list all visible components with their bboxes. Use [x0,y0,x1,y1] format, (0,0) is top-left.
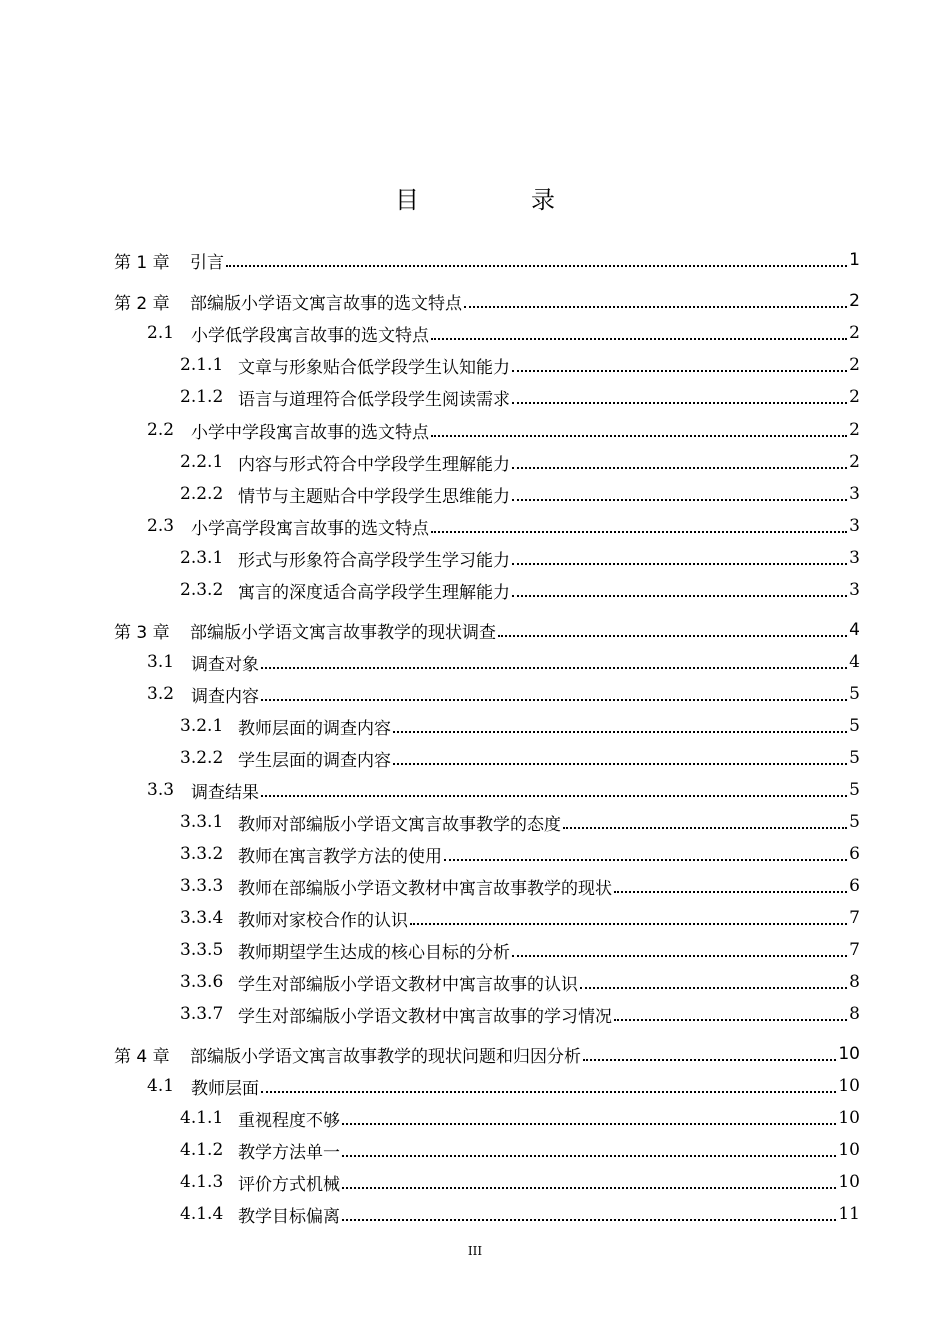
toc-entry-page: 6 [849,876,860,896]
toc-entry[interactable] [114,614,860,646]
dot-leader [583,1059,836,1061]
toc-entry-page: 10 [838,1044,860,1064]
toc-entry-page: 7 [849,908,860,928]
toc-entry-page: 2 [849,291,860,311]
toc-entry-page: 10 [838,1076,860,1096]
dot-leader [464,306,847,308]
toc-entry-title: 文章与形象贴合低学段学生认知能力 [238,357,510,378]
toc-entry[interactable] [180,742,860,774]
dot-leader [512,370,847,372]
toc-entry[interactable] [180,806,860,838]
toc-entry-title: 教师对部编版小学语文寓言故事教学的态度 [238,814,561,835]
toc-entry-title: 调查内容 [191,686,259,707]
dot-leader [512,402,847,404]
toc-entry-title: 语言与道理符合低学段学生阅读需求 [238,389,510,410]
toc-entry[interactable] [147,317,860,349]
toc-entry-title: 寓言的深度适合高学段学生理解能力 [238,582,510,603]
toc-entry-page: 2 [849,355,860,375]
toc-entry-number: 3.3.1 [180,812,224,832]
toc-entry-title: 部编版小学语文寓言故事教学的现状调查 [190,622,496,643]
toc-entry-title: 形式与形象符合高学段学生学习能力 [238,550,510,571]
dot-leader [342,1187,836,1189]
toc-entry-number: 3.3.2 [180,844,224,864]
toc-entry[interactable] [180,478,860,510]
toc-entry-page: 3 [849,548,860,568]
toc-entry[interactable] [180,902,860,934]
toc-entry-page: 4 [849,620,860,640]
dot-leader [431,531,847,533]
toc-entry-page: 8 [849,1004,860,1024]
toc-entry-page: 5 [849,684,860,704]
toc-entry-number: 3.3.5 [180,940,224,960]
toc-entry-number: 3.3.3 [180,876,224,896]
toc-entry-title: 教师对家校合作的认识 [238,910,408,931]
toc-entry[interactable] [114,244,860,276]
toc-entry-number: 4.1.1 [180,1108,224,1128]
toc-entry-page: 4 [849,652,860,672]
dot-leader [563,827,847,829]
toc-entry-title: 学生层面的调查内容 [238,750,391,771]
toc-entry-number: 4.1 [147,1076,175,1096]
toc-entry-page: 11 [838,1204,860,1224]
toc-entry[interactable] [147,774,860,806]
toc-entry-number: 3.2 [147,684,175,704]
toc-entry[interactable] [180,574,860,606]
toc-entry-title: 教学目标偏离 [238,1206,340,1227]
toc-entry[interactable] [180,542,860,574]
dot-leader [614,1019,847,1021]
toc-entry-page: 2 [849,323,860,343]
dot-leader [261,1091,836,1093]
toc-entry-number: 2.2.2 [180,484,224,504]
toc-entry-page: 5 [849,716,860,736]
toc-entry-page: 2 [849,420,860,440]
dot-leader [342,1219,836,1221]
toc-entry-page: 10 [838,1140,860,1160]
dot-leader [393,763,847,765]
toc-entry-title: 调查结果 [191,782,259,803]
toc-entry-page: 5 [849,812,860,832]
toc-entry[interactable] [147,646,860,678]
toc-entry[interactable] [180,349,860,381]
dot-leader [431,338,847,340]
toc-entry-page: 3 [849,484,860,504]
toc-entry-number: 2.3.1 [180,548,224,568]
dot-leader [512,955,847,957]
dot-leader [614,891,847,893]
toc-entry[interactable] [180,870,860,902]
toc-entry-number: 3.3 [147,780,175,800]
dot-leader [512,499,847,501]
toc-entry-number: 2.1.1 [180,355,224,375]
toc-entry-title: 引言 [190,252,224,273]
toc-entry-title: 情节与主题贴合中学段学生思维能力 [238,486,510,507]
toc-entry[interactable] [180,1166,860,1198]
toc-entry-title: 评价方式机械 [238,1174,340,1195]
dot-leader [261,699,847,701]
toc-entry-number: 第 4 章 [114,1046,170,1067]
toc-entry-number: 2.3 [147,516,175,536]
dot-leader [261,667,847,669]
toc-entry-title: 小学低学段寓言故事的选文特点 [191,325,429,346]
toc-entry-number: 4.1.2 [180,1140,224,1160]
toc-entry[interactable] [180,1134,860,1166]
dot-leader [512,563,847,565]
toc-entry[interactable] [180,1198,860,1230]
toc-entry[interactable] [180,966,860,998]
toc-entry-page: 7 [849,940,860,960]
dot-leader [261,795,847,797]
toc-entry-number: 第 2 章 [114,293,170,314]
dot-leader [226,265,847,267]
toc-entry-title: 重视程度不够 [238,1110,340,1131]
toc-entry-page: 2 [849,387,860,407]
toc-entry-number: 4.1.4 [180,1204,224,1224]
toc-entry-page: 5 [849,748,860,768]
toc-entry[interactable] [147,414,860,446]
toc-entry-number: 2.1 [147,323,175,343]
toc-entry-title: 部编版小学语文寓言故事教学的现状问题和归因分析 [190,1046,581,1067]
toc-entry[interactable] [180,838,860,870]
toc-entry-title: 教师期望学生达成的核心目标的分析 [238,942,510,963]
toc-entry[interactable] [180,1102,860,1134]
toc-entry[interactable] [147,1070,860,1102]
toc-entry-number: 第 3 章 [114,622,170,643]
toc-entry-number: 第 1 章 [114,252,170,273]
toc-entry-title: 教学方法单一 [238,1142,340,1163]
toc-entry-page: 10 [838,1172,860,1192]
page-number: III [467,1244,483,1258]
toc-entry-page: 6 [849,844,860,864]
toc-entry[interactable] [180,446,860,478]
toc-entry-number: 3.2.1 [180,716,224,736]
toc-entry-title: 教师层面的调查内容 [238,718,391,739]
toc-entry-number: 2.2.1 [180,452,224,472]
toc-entry-number: 2.2 [147,420,175,440]
toc-entry-title: 教师层面 [191,1078,259,1099]
dot-leader [431,435,847,437]
toc-entry-page: 8 [849,972,860,992]
dot-leader [498,635,847,637]
toc-entry-number: 3.3.7 [180,1004,224,1024]
toc-entry-title: 内容与形式符合中学段学生理解能力 [238,454,510,475]
toc-entry[interactable] [180,710,860,742]
toc-entry-title: 教师在寓言教学方法的使用 [238,846,442,867]
toc-entry-page: 3 [849,580,860,600]
toc-entry-page: 1 [849,250,860,270]
toc-entry-number: 3.3.6 [180,972,224,992]
dot-leader [410,923,847,925]
toc-entry-title: 小学中学段寓言故事的选文特点 [191,422,429,443]
toc-entry[interactable] [147,678,860,710]
dot-leader [580,987,847,989]
dot-leader [512,467,847,469]
toc-entry-title: 学生对部编版小学语文教材中寓言故事的学习情况 [238,1006,612,1027]
toc-entry-number: 3.1 [147,652,175,672]
toc-entry-title: 教师在部编版小学语文教材中寓言故事教学的现状 [238,878,612,899]
dot-leader [444,859,847,861]
toc-entry-number: 3.2.2 [180,748,224,768]
toc-entry-number: 2.1.2 [180,387,224,407]
toc-entry-page: 10 [838,1108,860,1128]
toc-entry-page: 5 [849,780,860,800]
toc-entry-title: 小学高学段寓言故事的选文特点 [191,518,429,539]
toc-entry[interactable] [114,1038,860,1070]
toc-entry[interactable] [180,934,860,966]
toc-entry-number: 3.3.4 [180,908,224,928]
toc-entry-title: 学生对部编版小学语文教材中寓言故事的认识 [238,974,578,995]
toc-entry[interactable] [147,510,860,542]
dot-leader [393,731,847,733]
toc-entry-title: 调查对象 [191,654,259,675]
toc-entry-number: 2.3.2 [180,580,224,600]
toc-entry[interactable] [180,998,860,1030]
dot-leader [512,595,847,597]
toc-entry-title: 部编版小学语文寓言故事的选文特点 [190,293,462,314]
toc-entry-page: 2 [849,452,860,472]
toc-entry-number: 4.1.3 [180,1172,224,1192]
toc-entry[interactable] [114,285,860,317]
dot-leader [342,1123,836,1125]
toc-entry[interactable] [180,381,860,413]
page-title: 目 录 [395,186,599,214]
toc-entry-page: 3 [849,516,860,536]
dot-leader [342,1155,836,1157]
